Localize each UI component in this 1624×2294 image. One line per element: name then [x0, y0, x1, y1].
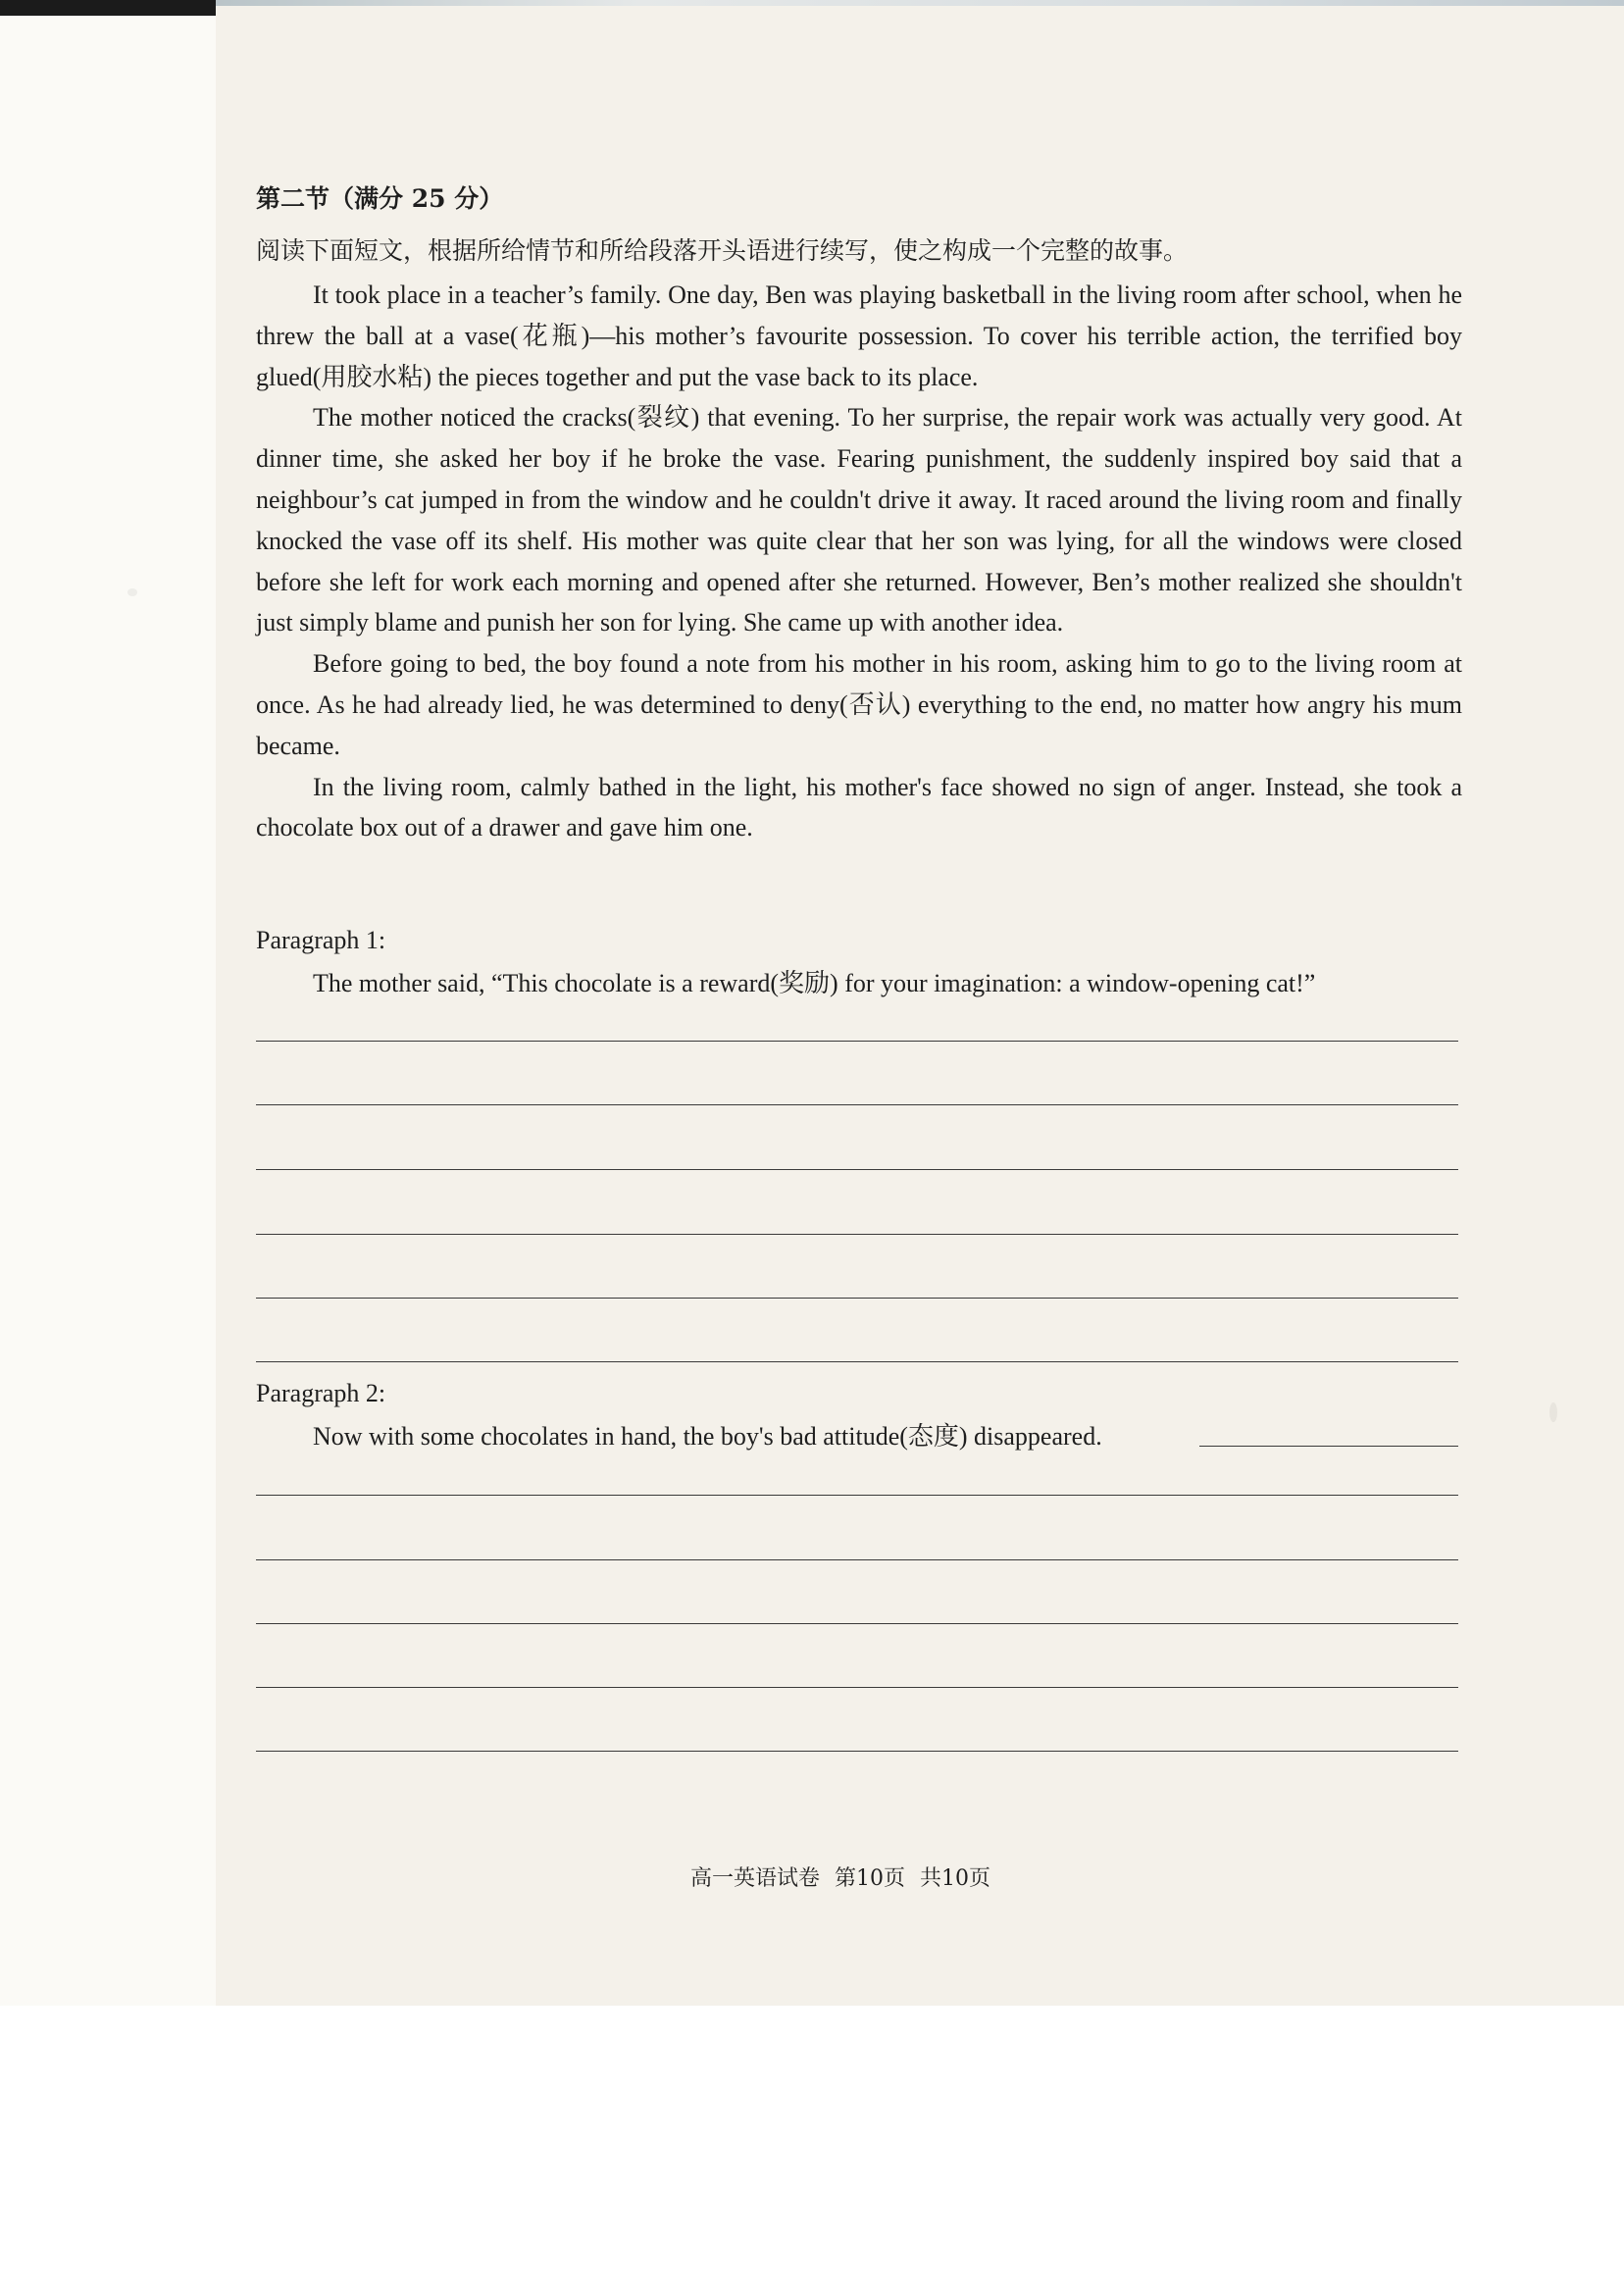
paragraph1-label: Paragraph 1:	[256, 926, 386, 954]
paragraph2-inline-blank[interactable]	[1199, 1446, 1458, 1447]
passage-paragraph: It took place in a teacher’s family. One day, Ben was playing basketball in the living room after school, when he threw the ball at a vase(花瓶)—his mother’s favourite possession. To cover his terrible action, the terrified boy glued(用胶水粘) the pieces together and put the vase back to its place.	[256, 280, 1462, 391]
scan-edge-strip	[216, 0, 1624, 6]
paper-smudge	[1549, 1402, 1557, 1422]
paragraph1-writing-line[interactable]	[256, 1234, 1458, 1235]
paragraph1-writing-line[interactable]	[256, 1298, 1458, 1299]
passage-paragraph: The mother noticed the cracks(裂纹) that evening. To her surprise, the repair work was actually very good. At dinner time, she asked her boy if he broke the vase. Fearing punishment, the suddenly inspired boy said that a neighbour’s cat jumped in from the window and he couldn't drive it away. It raced around the living room and finally knocked the vase off its shelf. His mother was quite clear that her son was lying, for all the windows were closed before she left for work each morning and opened after she returned. However, Ben’s mother realized she shouldn't just simply blame and punish her son for lying. She came up with another idea.	[256, 403, 1462, 637]
paper-smudge	[127, 588, 137, 596]
paper-margin-strip	[0, 0, 216, 2006]
section-title: 第二节（满分 25 分）	[256, 184, 504, 213]
paragraph2-writing-line[interactable]	[256, 1751, 1458, 1752]
paragraph2-opening: Now with some chocolates in hand, the boy's bad attitude(态度) disappeared.	[313, 1422, 1102, 1451]
page-footer: 高一英语试卷 第10页 共10页	[690, 1866, 990, 1891]
passage-paragraph: In the living room, calmly bathed in the light, his mother's face showed no sign of anger. Instead, she took a chocolate box out of a drawer and gave him one.	[256, 772, 1462, 842]
scan-edge-bar	[0, 0, 216, 16]
section-instruction: 阅读下面短文，根据所给情节和所给段落开头语进行续写，使之构成一个完整的故事。	[256, 236, 1189, 265]
paragraph1-writing-line[interactable]	[256, 1041, 1458, 1042]
paragraph2-writing-line[interactable]	[256, 1687, 1458, 1688]
paragraph1-writing-line[interactable]	[256, 1104, 1458, 1105]
paragraph2-writing-line[interactable]	[256, 1495, 1458, 1496]
paragraph2-writing-line[interactable]	[256, 1559, 1458, 1560]
reading-passage	[256, 275, 1462, 848]
paragraph1-opening: The mother said, “This chocolate is a reward(奖励) for your imagination: a window-opening cat!”	[313, 969, 1316, 997]
paragraph2-label: Paragraph 2:	[256, 1379, 386, 1407]
paragraph1-writing-line[interactable]	[256, 1361, 1458, 1362]
paragraph1-writing-line[interactable]	[256, 1169, 1458, 1170]
passage-paragraph: Before going to bed, the boy found a note from his mother in his room, asking him to go to the living room at once. As he had already lied, he was determined to deny(否认) everything to the end, no matter how angry his mum became.	[256, 649, 1462, 760]
paragraph2-writing-line[interactable]	[256, 1623, 1458, 1624]
